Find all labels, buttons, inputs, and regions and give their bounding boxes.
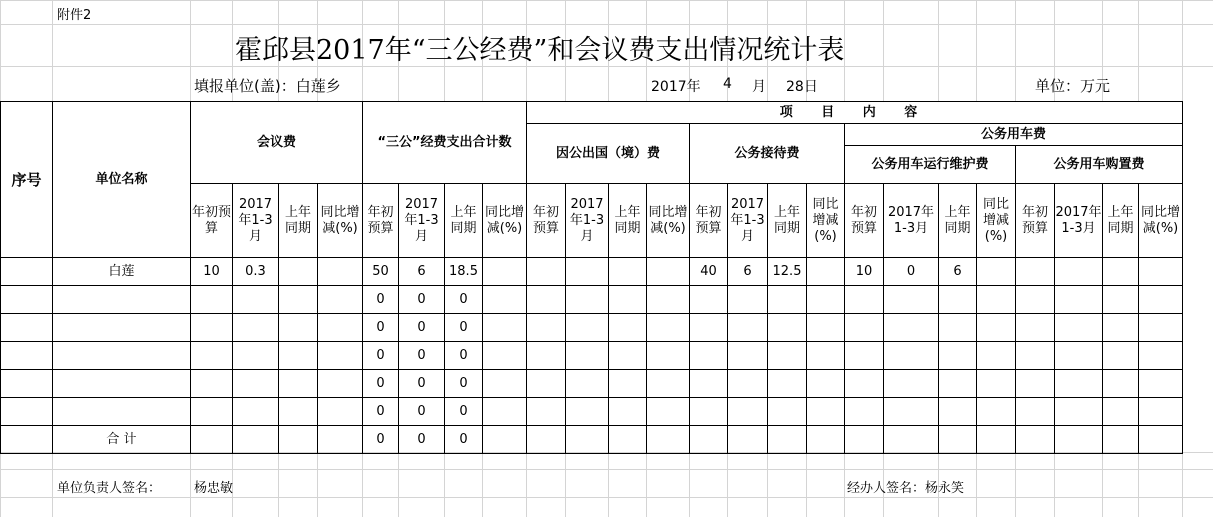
cell-value[interactable] (884, 342, 939, 370)
cell-value[interactable] (977, 370, 1016, 398)
cell-value[interactable] (1016, 426, 1055, 454)
cell-value[interactable] (191, 370, 233, 398)
cell-value[interactable] (1139, 426, 1183, 454)
cell-value[interactable] (647, 426, 690, 454)
cell-value[interactable] (884, 314, 939, 342)
cell-value[interactable] (1055, 398, 1103, 426)
subheader-q1: 2017年1-3月 (884, 184, 939, 258)
cell-value[interactable] (807, 398, 845, 426)
cell-value[interactable] (728, 286, 768, 314)
stats-table (0, 101, 1183, 454)
cell-value[interactable] (1055, 258, 1103, 286)
cell-value[interactable] (939, 426, 977, 454)
cell-value[interactable] (483, 426, 527, 454)
cell-value[interactable] (483, 286, 527, 314)
cell-value[interactable] (768, 426, 807, 454)
cell-value[interactable]: 0 (445, 426, 483, 454)
cell-value[interactable] (1055, 286, 1103, 314)
cell-value[interactable] (566, 370, 609, 398)
cell-value[interactable] (807, 426, 845, 454)
cell-value[interactable] (768, 286, 807, 314)
cell-value[interactable]: 10 (845, 258, 884, 286)
responsible-label: 单位负责人签名： (57, 481, 162, 496)
cell-value[interactable] (279, 398, 318, 426)
cell-value[interactable] (1139, 370, 1183, 398)
subheader-yoy: 同比增减(%) (1139, 184, 1183, 258)
cell-value[interactable] (884, 370, 939, 398)
cell-value[interactable]: 0 (445, 370, 483, 398)
cell-value[interactable] (483, 370, 527, 398)
date-year: 2017年 (651, 79, 701, 95)
cell-value[interactable] (845, 342, 884, 370)
cell-value[interactable] (279, 370, 318, 398)
cell-value[interactable] (318, 258, 363, 286)
cell-value[interactable]: 50 (363, 258, 399, 286)
table-row (1, 258, 1183, 286)
cell-value[interactable] (690, 314, 728, 342)
cell-value[interactable]: 0 (445, 286, 483, 314)
cell-value[interactable] (728, 342, 768, 370)
cell-value[interactable] (233, 314, 279, 342)
cell-value[interactable]: 12.5 (768, 258, 807, 286)
cell-value[interactable] (1016, 398, 1055, 426)
cell-value[interactable]: 0.3 (233, 258, 279, 286)
cell-org-name[interactable]: 合 计 (53, 426, 191, 454)
subheader-q1: 2017年1-3月 (399, 184, 445, 258)
cell-org-name[interactable]: 白莲 (53, 258, 191, 286)
cell-value[interactable] (566, 314, 609, 342)
cell-value[interactable] (1139, 258, 1183, 286)
cell-org-name[interactable] (53, 370, 191, 398)
cell-value[interactable]: 0 (399, 426, 445, 454)
cell-value[interactable] (845, 426, 884, 454)
cell-value[interactable] (807, 258, 845, 286)
cell-value[interactable] (233, 342, 279, 370)
cell-value[interactable] (768, 370, 807, 398)
subheader-budget: 年初预算 (690, 184, 728, 258)
header-project-content: 项 目 内 容 (527, 102, 1183, 124)
date-month: 4 (723, 76, 732, 92)
cell-value[interactable] (1016, 258, 1055, 286)
cell-value[interactable]: 0 (363, 342, 399, 370)
attachment-label: 附件2 (57, 8, 92, 23)
cell-seq[interactable] (1, 398, 53, 426)
subheader-last-year: 上年同期 (939, 184, 977, 258)
cell-value[interactable] (566, 286, 609, 314)
cell-value[interactable] (279, 314, 318, 342)
table-row (1, 286, 1183, 314)
cell-value[interactable] (939, 286, 977, 314)
cell-value[interactable] (279, 286, 318, 314)
cell-value[interactable] (845, 370, 884, 398)
cell-value[interactable] (191, 398, 233, 426)
table-row (1, 342, 1183, 370)
cell-value[interactable] (1139, 314, 1183, 342)
cell-value[interactable] (977, 258, 1016, 286)
cell-value[interactable] (279, 426, 318, 454)
subheader-q1: 2017年1-3月 (233, 184, 279, 258)
cell-value[interactable] (527, 398, 566, 426)
cell-value[interactable]: 0 (363, 398, 399, 426)
cell-value[interactable]: 0 (363, 426, 399, 454)
cell-value[interactable] (318, 398, 363, 426)
cell-org-name[interactable] (53, 398, 191, 426)
cell-value[interactable] (768, 314, 807, 342)
cell-value[interactable] (233, 370, 279, 398)
cell-value[interactable] (884, 426, 939, 454)
cell-value[interactable]: 6 (939, 258, 977, 286)
header-three-total: “三公”经费支出合计数 (363, 102, 527, 184)
header-abroad: 因公出国（境）费 (527, 124, 690, 184)
cell-value[interactable] (318, 286, 363, 314)
subheader-budget: 年初预算 (363, 184, 399, 258)
cell-value[interactable] (1103, 258, 1139, 286)
subheader-q1: 2017年1-3月 (566, 184, 609, 258)
cell-value[interactable] (1016, 314, 1055, 342)
cell-value[interactable] (807, 314, 845, 342)
subheader-budget: 年初预算 (1016, 184, 1055, 258)
cell-value[interactable] (939, 342, 977, 370)
cell-value[interactable] (647, 286, 690, 314)
cell-value[interactable] (483, 398, 527, 426)
cell-value[interactable] (977, 342, 1016, 370)
cell-value[interactable] (191, 342, 233, 370)
cell-value[interactable] (728, 398, 768, 426)
cell-value[interactable] (977, 314, 1016, 342)
cell-value[interactable]: 0 (363, 370, 399, 398)
cell-value[interactable] (977, 286, 1016, 314)
cell-value[interactable]: 40 (690, 258, 728, 286)
cell-value[interactable]: 0 (363, 314, 399, 342)
cell-value[interactable] (483, 258, 527, 286)
cell-value[interactable] (1016, 286, 1055, 314)
cell-seq[interactable] (1, 342, 53, 370)
cell-seq[interactable] (1, 314, 53, 342)
cell-value[interactable] (1055, 370, 1103, 398)
cell-value[interactable]: 18.5 (445, 258, 483, 286)
cell-value[interactable] (884, 286, 939, 314)
cell-value[interactable]: 6 (399, 258, 445, 286)
subheader-last-year: 上年同期 (609, 184, 647, 258)
date-month-unit: 月 (752, 79, 766, 95)
cell-org-name[interactable] (53, 286, 191, 314)
cell-value[interactable] (690, 370, 728, 398)
cell-value[interactable] (939, 398, 977, 426)
cell-value[interactable]: 6 (728, 258, 768, 286)
cell-value[interactable] (318, 370, 363, 398)
cell-value[interactable]: 0 (363, 286, 399, 314)
cell-value[interactable] (191, 314, 233, 342)
cell-value[interactable] (318, 426, 363, 454)
cell-value[interactable] (768, 398, 807, 426)
cell-value[interactable] (690, 286, 728, 314)
cell-value[interactable] (566, 398, 609, 426)
header-seq: 序号 (1, 102, 53, 258)
date-day: 28日 (786, 79, 818, 95)
cell-value[interactable] (191, 286, 233, 314)
cell-value[interactable] (647, 398, 690, 426)
subheader-budget: 年初预算 (191, 184, 233, 258)
cell-seq[interactable] (1, 426, 53, 454)
subheader-last-year: 上年同期 (1103, 184, 1139, 258)
cell-value[interactable] (1055, 426, 1103, 454)
cell-value[interactable] (527, 314, 566, 342)
cell-value[interactable]: 0 (399, 286, 445, 314)
cell-org-name[interactable] (53, 342, 191, 370)
unit-label: 单位：万元 (1035, 77, 1111, 95)
cell-value[interactable] (647, 370, 690, 398)
cell-value[interactable] (807, 342, 845, 370)
handler-label: 经办人签名：杨永笑 (847, 481, 965, 496)
cell-value[interactable] (279, 342, 318, 370)
cell-value[interactable] (233, 426, 279, 454)
cell-value[interactable] (1016, 370, 1055, 398)
cell-value[interactable] (845, 286, 884, 314)
subheader-q1: 2017年1-3月 (1055, 184, 1103, 258)
cell-value[interactable] (1055, 342, 1103, 370)
cell-value[interactable] (527, 426, 566, 454)
cell-value[interactable] (233, 286, 279, 314)
cell-seq[interactable] (1, 286, 53, 314)
cell-value[interactable] (527, 370, 566, 398)
header-reception: 公务接待费 (690, 124, 845, 184)
cell-value[interactable] (318, 314, 363, 342)
cell-value[interactable] (609, 426, 647, 454)
cell-value[interactable]: 0 (445, 398, 483, 426)
cell-value[interactable] (483, 342, 527, 370)
subheader-budget: 年初预算 (527, 184, 566, 258)
cell-value[interactable]: 0 (884, 258, 939, 286)
cell-value[interactable] (191, 426, 233, 454)
cell-value[interactable] (1139, 342, 1183, 370)
cell-value[interactable] (1103, 426, 1139, 454)
cell-value[interactable] (1103, 314, 1139, 342)
cell-value[interactable] (939, 314, 977, 342)
cell-value[interactable] (609, 398, 647, 426)
subheader-yoy: 同比增减(%) (483, 184, 527, 258)
cell-value[interactable] (1139, 398, 1183, 426)
cell-value[interactable] (977, 426, 1016, 454)
cell-value[interactable] (728, 370, 768, 398)
table-row (1, 370, 1183, 398)
cell-seq[interactable] (1, 370, 53, 398)
cell-value[interactable] (1103, 342, 1139, 370)
cell-seq[interactable] (1, 258, 53, 286)
table-row (1, 426, 1183, 454)
table-row (1, 398, 1183, 426)
subheader-yoy: 同比增减(%) (977, 184, 1016, 258)
cell-value[interactable] (566, 342, 609, 370)
responsible-name: 杨忠敏 (194, 481, 234, 496)
subheader-budget: 年初预算 (845, 184, 884, 258)
cell-value[interactable]: 0 (399, 314, 445, 342)
header-vehicle: 公务用车费 (845, 124, 1183, 146)
header-org: 单位名称 (53, 102, 191, 258)
cell-value[interactable] (977, 398, 1016, 426)
cell-value[interactable] (1103, 370, 1139, 398)
cell-value[interactable]: 0 (399, 370, 445, 398)
cell-value[interactable] (690, 398, 728, 426)
cell-value[interactable] (768, 342, 807, 370)
cell-value[interactable] (1103, 398, 1139, 426)
subheader-last-year: 上年同期 (279, 184, 318, 258)
cell-value[interactable] (233, 398, 279, 426)
cell-value[interactable] (566, 426, 609, 454)
header-vehicle-run: 公务用车运行维护费 (845, 146, 1016, 184)
subheader-yoy: 同比增减(%) (807, 184, 845, 258)
cell-value[interactable] (566, 258, 609, 286)
cell-value[interactable] (647, 258, 690, 286)
cell-value[interactable] (1016, 342, 1055, 370)
subheader-yoy: 同比增减(%) (647, 184, 690, 258)
cell-value[interactable] (1103, 286, 1139, 314)
filler-label: 填报单位(盖)：白莲乡 (194, 77, 341, 95)
header-vehicle-buy: 公务用车购置费 (1016, 146, 1183, 184)
cell-value[interactable] (318, 342, 363, 370)
cell-value[interactable] (690, 426, 728, 454)
cell-value[interactable] (609, 342, 647, 370)
cell-value[interactable] (279, 258, 318, 286)
cell-value[interactable] (483, 314, 527, 342)
cell-value[interactable] (609, 370, 647, 398)
cell-org-name[interactable] (53, 314, 191, 342)
cell-value[interactable] (807, 370, 845, 398)
cell-value[interactable] (647, 314, 690, 342)
cell-value[interactable] (1139, 286, 1183, 314)
page-title: 霍邱县2017年“三公经费”和会议费支出情况统计表 (235, 35, 845, 66)
header-meeting: 会议费 (191, 102, 363, 184)
cell-value[interactable] (807, 286, 845, 314)
cell-value[interactable] (728, 314, 768, 342)
cell-value[interactable] (609, 258, 647, 286)
cell-value[interactable] (845, 314, 884, 342)
cell-value[interactable]: 0 (445, 314, 483, 342)
cell-value[interactable] (527, 286, 566, 314)
cell-value[interactable] (527, 342, 566, 370)
subheader-last-year: 上年同期 (445, 184, 483, 258)
cell-value[interactable]: 0 (445, 342, 483, 370)
cell-value[interactable] (884, 398, 939, 426)
cell-value[interactable] (609, 314, 647, 342)
cell-value[interactable] (939, 370, 977, 398)
cell-value[interactable] (609, 286, 647, 314)
cell-value[interactable] (845, 398, 884, 426)
cell-value[interactable] (728, 426, 768, 454)
table-body (1, 258, 1183, 454)
cell-value[interactable] (527, 258, 566, 286)
table-row (1, 314, 1183, 342)
cell-value[interactable]: 0 (399, 398, 445, 426)
subheader-yoy: 同比增减(%) (318, 184, 363, 258)
cell-value[interactable]: 10 (191, 258, 233, 286)
subheader-q1: 2017年1-3月 (728, 184, 768, 258)
cell-value[interactable] (647, 342, 690, 370)
subheader-last-year: 上年同期 (768, 184, 807, 258)
cell-value[interactable] (1055, 314, 1103, 342)
cell-value[interactable]: 0 (399, 342, 445, 370)
cell-value[interactable] (690, 342, 728, 370)
